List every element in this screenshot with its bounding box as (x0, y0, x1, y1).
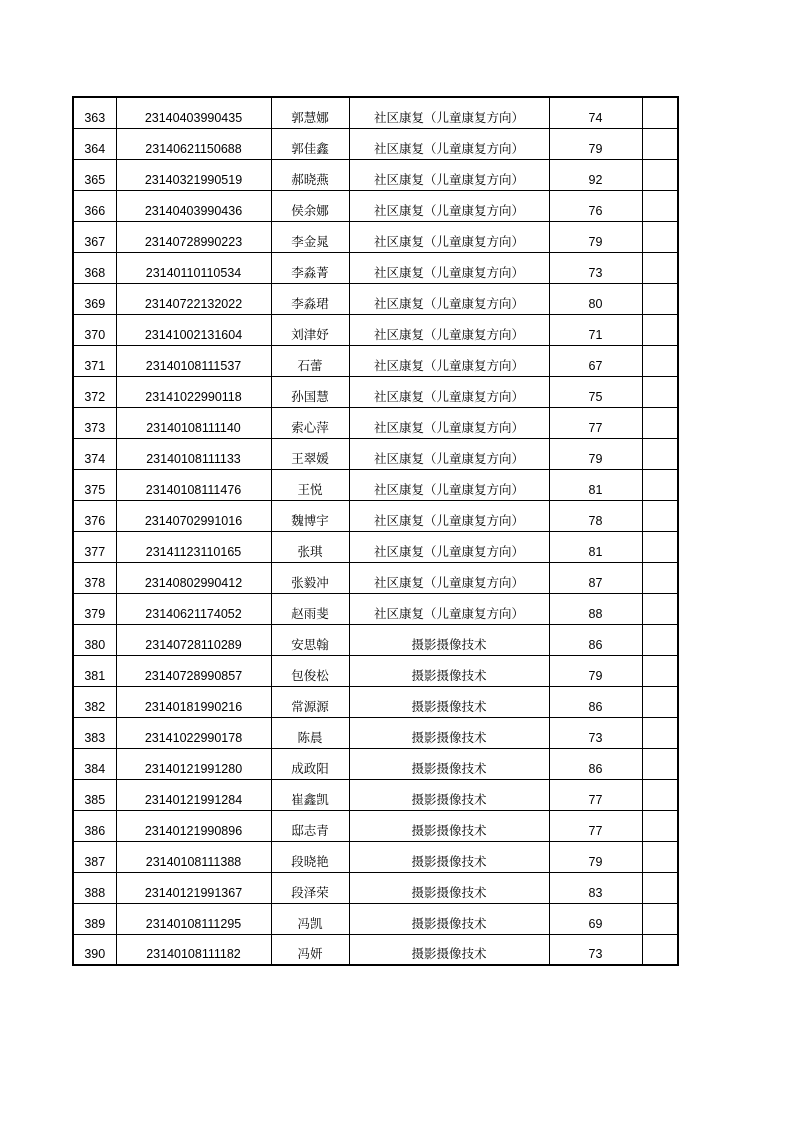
row-number-cell: 375 (73, 469, 116, 500)
score-cell: 78 (549, 500, 642, 531)
score-cell: 79 (549, 841, 642, 872)
score-cell: 79 (549, 438, 642, 469)
row-number-cell: 377 (73, 531, 116, 562)
exam-id-cell: 23140321990519 (116, 159, 271, 190)
score-cell: 77 (549, 407, 642, 438)
student-name-cell: 王悦 (271, 469, 349, 500)
remark-cell (642, 593, 678, 624)
remark-cell (642, 500, 678, 531)
score-cell: 71 (549, 314, 642, 345)
score-cell: 86 (549, 624, 642, 655)
score-cell: 87 (549, 562, 642, 593)
student-name-cell: 崔鑫凯 (271, 779, 349, 810)
major-cell: 摄影摄像技术 (349, 686, 549, 717)
score-cell: 81 (549, 531, 642, 562)
major-cell: 摄影摄像技术 (349, 934, 549, 965)
remark-cell (642, 934, 678, 965)
exam-id-cell: 23141002131604 (116, 314, 271, 345)
row-number-cell: 381 (73, 655, 116, 686)
score-cell: 69 (549, 903, 642, 934)
row-number-cell: 374 (73, 438, 116, 469)
student-name-cell: 段泽荣 (271, 872, 349, 903)
exam-id-cell: 23140403990436 (116, 190, 271, 221)
exam-id-cell: 23140802990412 (116, 562, 271, 593)
exam-id-cell: 23140108111537 (116, 345, 271, 376)
table-row (73, 345, 678, 376)
student-name-cell: 石蕾 (271, 345, 349, 376)
score-table (72, 96, 679, 966)
student-name-cell: 孙国慧 (271, 376, 349, 407)
major-cell: 摄影摄像技术 (349, 624, 549, 655)
student-name-cell: 王翠媛 (271, 438, 349, 469)
row-number-cell: 387 (73, 841, 116, 872)
remark-cell (642, 469, 678, 500)
score-cell: 80 (549, 283, 642, 314)
row-number-cell: 382 (73, 686, 116, 717)
student-name-cell: 魏博宇 (271, 500, 349, 531)
major-cell: 社区康复（儿童康复方向） (349, 500, 549, 531)
score-cell: 75 (549, 376, 642, 407)
table-row (73, 221, 678, 252)
score-cell: 86 (549, 686, 642, 717)
student-name-cell: 张毅冲 (271, 562, 349, 593)
table-row (73, 128, 678, 159)
student-name-cell: 赵雨斐 (271, 593, 349, 624)
table-row (73, 717, 678, 748)
table-row (73, 469, 678, 500)
exam-id-cell: 23140621150688 (116, 128, 271, 159)
major-cell: 摄影摄像技术 (349, 748, 549, 779)
major-cell: 社区康复（儿童康复方向） (349, 159, 549, 190)
student-name-cell: 索心萍 (271, 407, 349, 438)
table-row (73, 438, 678, 469)
remark-cell (642, 655, 678, 686)
remark-cell (642, 314, 678, 345)
student-name-cell: 安思翰 (271, 624, 349, 655)
major-cell: 摄影摄像技术 (349, 872, 549, 903)
table-row (73, 376, 678, 407)
table-row (73, 500, 678, 531)
table-row (73, 283, 678, 314)
student-name-cell: 冯凯 (271, 903, 349, 934)
exam-id-cell: 23140108111295 (116, 903, 271, 934)
score-cell: 86 (549, 748, 642, 779)
row-number-cell: 388 (73, 872, 116, 903)
student-name-cell: 刘津妤 (271, 314, 349, 345)
score-cell: 67 (549, 345, 642, 376)
student-name-cell: 郝晓燕 (271, 159, 349, 190)
student-name-cell: 包俊松 (271, 655, 349, 686)
score-cell: 79 (549, 128, 642, 159)
row-number-cell: 372 (73, 376, 116, 407)
table-row (73, 810, 678, 841)
exam-id-cell: 23140121991280 (116, 748, 271, 779)
remark-cell (642, 748, 678, 779)
table-row (73, 655, 678, 686)
remark-cell (642, 872, 678, 903)
table-row (73, 407, 678, 438)
student-name-cell: 常源源 (271, 686, 349, 717)
remark-cell (642, 438, 678, 469)
major-cell: 摄影摄像技术 (349, 841, 549, 872)
row-number-cell: 370 (73, 314, 116, 345)
remark-cell (642, 252, 678, 283)
remark-cell (642, 407, 678, 438)
exam-id-cell: 23141123110165 (116, 531, 271, 562)
table-row (73, 748, 678, 779)
major-cell: 社区康复（儿童康复方向） (349, 283, 549, 314)
student-name-cell: 陈晨 (271, 717, 349, 748)
major-cell: 社区康复（儿童康复方向） (349, 314, 549, 345)
row-number-cell: 368 (73, 252, 116, 283)
student-name-cell: 冯妍 (271, 934, 349, 965)
major-cell: 社区康复（儿童康复方向） (349, 221, 549, 252)
row-number-cell: 386 (73, 810, 116, 841)
score-cell: 88 (549, 593, 642, 624)
table-row (73, 686, 678, 717)
major-cell: 社区康复（儿童康复方向） (349, 562, 549, 593)
major-cell: 社区康复（儿童康复方向） (349, 407, 549, 438)
student-name-cell: 邸志青 (271, 810, 349, 841)
exam-id-cell: 23140108111476 (116, 469, 271, 500)
remark-cell (642, 903, 678, 934)
row-number-cell: 378 (73, 562, 116, 593)
row-number-cell: 364 (73, 128, 116, 159)
exam-id-cell: 23140722132022 (116, 283, 271, 314)
remark-cell (642, 686, 678, 717)
exam-id-cell: 23141022990178 (116, 717, 271, 748)
row-number-cell: 384 (73, 748, 116, 779)
score-cell: 77 (549, 779, 642, 810)
row-number-cell: 369 (73, 283, 116, 314)
exam-id-cell: 23140181990216 (116, 686, 271, 717)
score-cell: 79 (549, 655, 642, 686)
exam-id-cell: 23140108111182 (116, 934, 271, 965)
remark-cell (642, 717, 678, 748)
table-row (73, 159, 678, 190)
remark-cell (642, 345, 678, 376)
exam-id-cell: 23140728990223 (116, 221, 271, 252)
major-cell: 社区康复（儿童康复方向） (349, 97, 549, 128)
row-number-cell: 380 (73, 624, 116, 655)
row-number-cell: 383 (73, 717, 116, 748)
student-name-cell: 郭慧娜 (271, 97, 349, 128)
table-row (73, 190, 678, 221)
score-cell: 79 (549, 221, 642, 252)
exam-id-cell: 23140403990435 (116, 97, 271, 128)
remark-cell (642, 562, 678, 593)
student-name-cell: 李淼珺 (271, 283, 349, 314)
remark-cell (642, 190, 678, 221)
major-cell: 摄影摄像技术 (349, 903, 549, 934)
remark-cell (642, 779, 678, 810)
major-cell: 社区康复（儿童康复方向） (349, 128, 549, 159)
student-name-cell: 成政阳 (271, 748, 349, 779)
table-row (73, 903, 678, 934)
student-name-cell: 张琪 (271, 531, 349, 562)
score-cell: 76 (549, 190, 642, 221)
exam-id-cell: 23140108111133 (116, 438, 271, 469)
score-cell: 83 (549, 872, 642, 903)
row-number-cell: 379 (73, 593, 116, 624)
exam-id-cell: 23140121991367 (116, 872, 271, 903)
student-name-cell: 侯余娜 (271, 190, 349, 221)
major-cell: 摄影摄像技术 (349, 717, 549, 748)
major-cell: 摄影摄像技术 (349, 655, 549, 686)
table-row (73, 779, 678, 810)
remark-cell (642, 221, 678, 252)
table-row (73, 934, 678, 965)
remark-cell (642, 376, 678, 407)
remark-cell (642, 128, 678, 159)
score-cell: 92 (549, 159, 642, 190)
score-table-body (73, 97, 678, 965)
row-number-cell: 365 (73, 159, 116, 190)
exam-id-cell: 23141022990118 (116, 376, 271, 407)
row-number-cell: 366 (73, 190, 116, 221)
student-name-cell: 李金晁 (271, 221, 349, 252)
major-cell: 社区康复（儿童康复方向） (349, 345, 549, 376)
remark-cell (642, 159, 678, 190)
exam-id-cell: 23140728110289 (116, 624, 271, 655)
table-row (73, 97, 678, 128)
student-name-cell: 段晓艳 (271, 841, 349, 872)
major-cell: 社区康复（儿童康复方向） (349, 376, 549, 407)
exam-id-cell: 23140621174052 (116, 593, 271, 624)
row-number-cell: 390 (73, 934, 116, 965)
remark-cell (642, 841, 678, 872)
score-cell: 74 (549, 97, 642, 128)
remark-cell (642, 283, 678, 314)
major-cell: 社区康复（儿童康复方向） (349, 469, 549, 500)
row-number-cell: 367 (73, 221, 116, 252)
row-number-cell: 371 (73, 345, 116, 376)
table-row (73, 624, 678, 655)
major-cell: 社区康复（儿童康复方向） (349, 593, 549, 624)
exam-id-cell: 23140108111140 (116, 407, 271, 438)
exam-id-cell: 23140121990896 (116, 810, 271, 841)
table-row (73, 531, 678, 562)
major-cell: 社区康复（儿童康复方向） (349, 438, 549, 469)
score-cell: 81 (549, 469, 642, 500)
row-number-cell: 363 (73, 97, 116, 128)
row-number-cell: 376 (73, 500, 116, 531)
major-cell: 社区康复（儿童康复方向） (349, 531, 549, 562)
row-number-cell: 385 (73, 779, 116, 810)
table-row (73, 593, 678, 624)
major-cell: 摄影摄像技术 (349, 810, 549, 841)
major-cell: 摄影摄像技术 (349, 779, 549, 810)
exam-id-cell: 23140121991284 (116, 779, 271, 810)
score-cell: 73 (549, 252, 642, 283)
score-cell: 73 (549, 934, 642, 965)
table-row (73, 562, 678, 593)
table-row (73, 841, 678, 872)
student-name-cell: 郭佳鑫 (271, 128, 349, 159)
score-cell: 77 (549, 810, 642, 841)
major-cell: 社区康复（儿童康复方向） (349, 190, 549, 221)
exam-id-cell: 23140728990857 (116, 655, 271, 686)
row-number-cell: 389 (73, 903, 116, 934)
exam-id-cell: 23140110110534 (116, 252, 271, 283)
remark-cell (642, 624, 678, 655)
major-cell: 社区康复（儿童康复方向） (349, 252, 549, 283)
exam-id-cell: 23140108111388 (116, 841, 271, 872)
row-number-cell: 373 (73, 407, 116, 438)
table-row (73, 314, 678, 345)
table-row (73, 252, 678, 283)
remark-cell (642, 97, 678, 128)
remark-cell (642, 810, 678, 841)
table-row (73, 872, 678, 903)
score-cell: 73 (549, 717, 642, 748)
exam-id-cell: 23140702991016 (116, 500, 271, 531)
remark-cell (642, 531, 678, 562)
student-name-cell: 李淼菁 (271, 252, 349, 283)
